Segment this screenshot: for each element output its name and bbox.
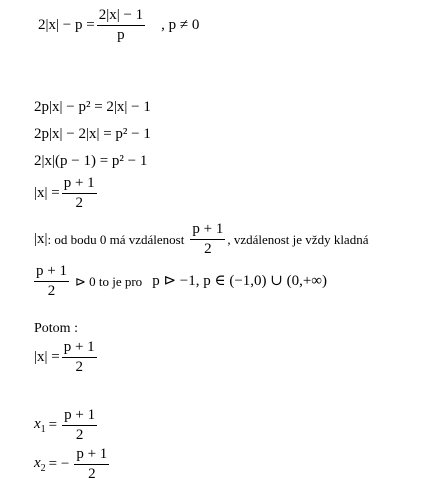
equation-3: 2p|x| − 2|x| = p² − 1 (34, 126, 151, 142)
fraction-denominator: 2 (75, 427, 84, 443)
potom-label: Potom : (34, 321, 78, 336)
equation-7-fraction (34, 264, 69, 299)
equation-1-condition: , p ≠ 0 (161, 17, 200, 33)
fraction-numerator: p + 1 (62, 176, 97, 194)
fraction-denominator: 2 (75, 359, 83, 375)
equation-6 (34, 222, 368, 257)
fraction-numerator: p + 1 (62, 340, 97, 358)
equation-8 (34, 340, 99, 375)
fraction-numerator: p + 1 (190, 222, 225, 240)
equation-2: 2p|x| − p² = 2|x| − 1 (34, 99, 151, 115)
equation-9-equals: = (48, 417, 58, 433)
fraction-denominator: 2 (75, 195, 83, 211)
equation-10-variable: $x_2$ (34, 454, 46, 474)
equation-7 (32, 264, 327, 299)
equation-5 (34, 176, 99, 211)
equation-5-fraction (62, 176, 97, 211)
fraction-denominator: 2 (204, 241, 212, 257)
equation-10 (34, 447, 111, 482)
equation-1-lhs: 2|x| − p = (38, 17, 95, 33)
fraction-numerator: p + 1 (62, 408, 97, 426)
equation-9-fraction (62, 408, 97, 443)
equation-10-fraction (74, 447, 109, 482)
equation-1 (38, 8, 199, 43)
equation-6-text-2: , vzdálenost je vždy kladná (227, 232, 369, 247)
equation-6-lhs: |x| (34, 231, 48, 247)
equation-8-lhs: |x| = (34, 349, 60, 365)
equation-4: 2|x|(p − 1) = p² − 1 (34, 153, 148, 169)
equation-5-lhs: |x| = (34, 185, 60, 201)
fraction-numerator: 2|x| − 1 (97, 8, 145, 26)
equation-1-fraction (97, 8, 145, 43)
fraction-numerator: p + 1 (74, 447, 109, 465)
equation-7-text: ⊳ 0 to je pro (74, 274, 143, 289)
equation-6-fraction (190, 222, 225, 257)
equation-9 (34, 408, 99, 443)
equation-9-variable: $x_1$ (34, 415, 46, 435)
equation-10-equals: = − (48, 456, 70, 472)
fraction-denominator: p (117, 27, 125, 43)
equation-7-condition: p ⊳ −1, p ∈ (−1,0) ∪ (0,+∞) (152, 273, 327, 289)
equation-8-fraction (62, 340, 97, 375)
equation-6-text-1: : od bodu 0 má vzdálenost (47, 232, 185, 247)
fraction-numerator: p + 1 (34, 264, 69, 282)
fraction-denominator: 2 (47, 283, 56, 299)
fraction-denominator: 2 (88, 466, 96, 482)
